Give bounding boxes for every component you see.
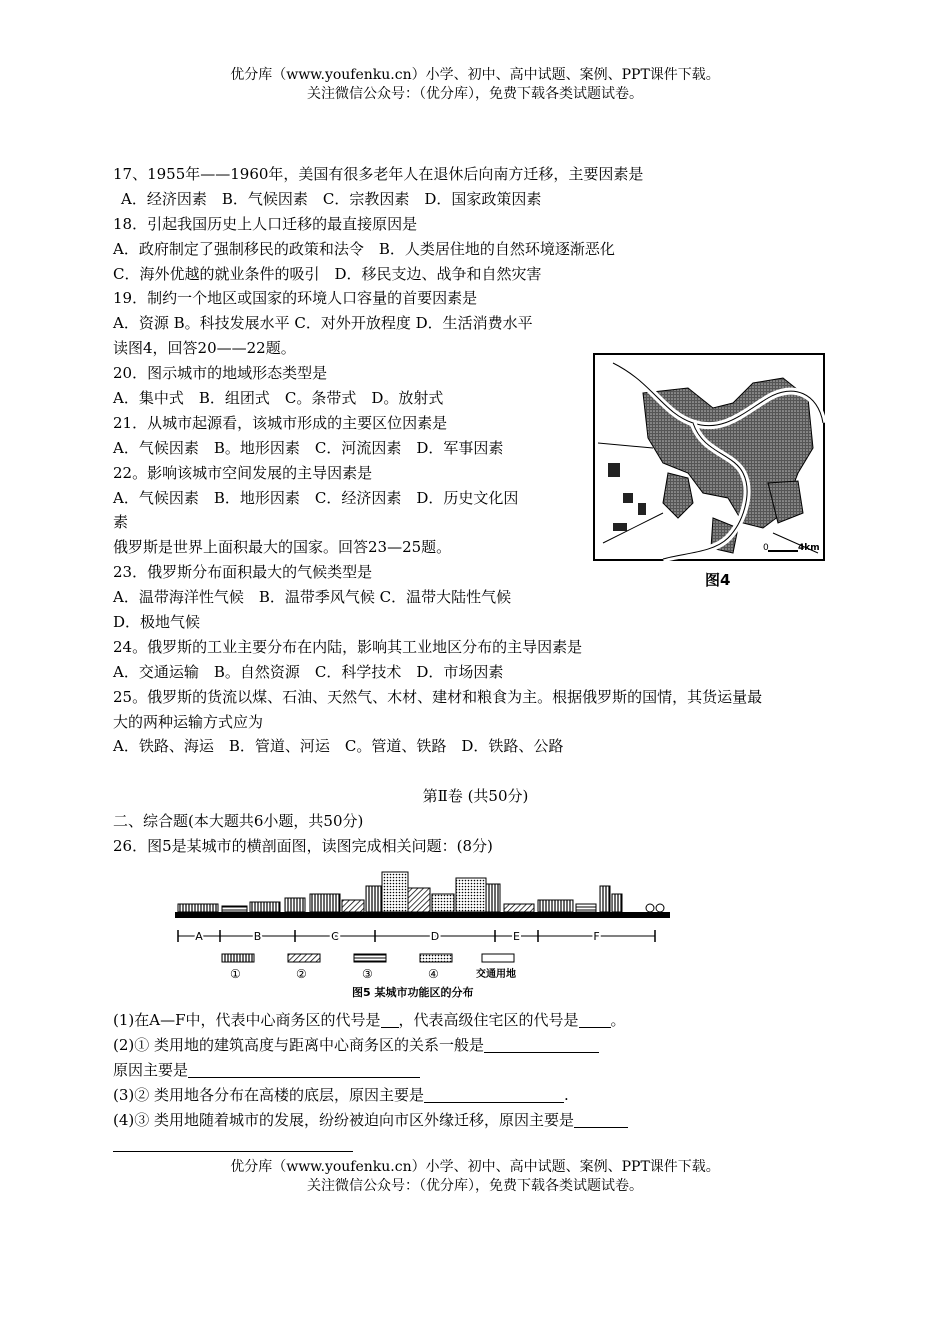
q23-options-1: A．温带海洋性气候 B．温带季风气候 C．温带大陆性气候 bbox=[113, 588, 512, 607]
q21-stem: 21．从城市起源看，该城市形成的主要区位因素是 bbox=[113, 413, 448, 432]
q24-stem: 24。俄罗斯的工业主要分布在内陆，影响其工业地区分布的主导因素是 bbox=[113, 637, 583, 656]
q26-sub2-reason bbox=[113, 1058, 838, 1083]
q22-options-1: A．气候因素 B．地形因素 C．经济因素 D．历史文化因 bbox=[113, 488, 519, 507]
q26-sub3 bbox=[113, 1083, 838, 1108]
q26-blank-reason-4[interactable] bbox=[574, 1111, 628, 1128]
q26-sub4-text: (4)③ 类用地随着城市的发展，纷纷被迫向市区外缘迁移，原因主要是 bbox=[113, 1110, 575, 1129]
q20-stem: 20．图示城市的地域形态类型是 bbox=[113, 364, 328, 383]
legend-label-2: ② bbox=[296, 967, 307, 981]
q26-blank-height-relation[interactable] bbox=[484, 1036, 599, 1053]
q25-stem-2: 大的两种运输方式应为 bbox=[113, 712, 264, 731]
q26-blank-reason-2[interactable] bbox=[188, 1061, 420, 1078]
part2-section: 二、综合题(本大题共6小题，共50分) bbox=[113, 812, 364, 831]
q26-sub4 bbox=[113, 1108, 838, 1133]
header-line-1: 优分库（www.youfenku.cn）小学、初中、高中试题、案例、PPT课件下载。 bbox=[230, 67, 720, 83]
map-block bbox=[623, 493, 633, 503]
fig5-legend bbox=[222, 954, 516, 981]
q26-sub2 bbox=[113, 1033, 838, 1058]
fig5-zone-label-e: E bbox=[513, 930, 520, 943]
map-scale-km: 4km bbox=[798, 543, 820, 553]
legend-label-transport: 交通用地 bbox=[476, 969, 516, 980]
q26-blank-residential[interactable] bbox=[579, 1011, 611, 1028]
q18-stem: 18．引起我国历史上人口迁移的最直接原因是 bbox=[113, 214, 418, 233]
fig5-zone-label-d: D bbox=[430, 930, 440, 943]
q26-sub3-end: . bbox=[564, 1085, 569, 1104]
q21-options: A．气候因素 B。地形因素 C．河流因素 D．军事因素 bbox=[113, 438, 504, 457]
legend-swatch-1 bbox=[222, 954, 254, 962]
map-block bbox=[608, 463, 620, 477]
russia-intro: 俄罗斯是世界上面积最大的国家。回答23—25题。 bbox=[113, 538, 452, 557]
q26-blank-reason-3[interactable] bbox=[424, 1086, 564, 1103]
page-footer bbox=[0, 1158, 950, 1196]
footnote-rule bbox=[113, 1151, 353, 1152]
map-scale-zero: 0 bbox=[763, 543, 769, 553]
q19-options: A．资源 B。科技发展水平 C．对外开放程度 D．生活消费水平 bbox=[113, 314, 533, 333]
q26-sub1-text-b: ，代表高级住宅区的代号是 bbox=[398, 1010, 579, 1029]
q18-options-1: A．政府制定了强制移民的政策和法令 B．人类居住地的自然环境逐渐恶化 bbox=[113, 239, 615, 258]
q17-options: A．经济因素 B．气候因素 C．宗教因素 D．国家政策因素 bbox=[121, 189, 542, 208]
fig5-zone-label-a: A bbox=[195, 930, 203, 943]
figure-4-caption: 图4 bbox=[705, 571, 731, 589]
q24-options: A．交通运输 B。自然资源 C．科学技术 D．市场因素 bbox=[113, 662, 504, 681]
figure-4-city-map bbox=[593, 353, 825, 591]
q26-stem: 26．图5是某城市的横剖面图，读图完成相关问题：(8分) bbox=[113, 837, 493, 856]
legend-swatch-transport bbox=[482, 954, 514, 962]
fig5-ground bbox=[175, 912, 670, 918]
legend-label-3: ③ bbox=[362, 967, 373, 981]
fig5-zone-label-f: F bbox=[593, 930, 600, 943]
q26-sub2-text: (2)① 类用地的建筑高度与距离中心商务区的关系一般是 bbox=[113, 1035, 485, 1054]
q19-stem: 19．制约一个地区或国家的环境人口容量的首要因素是 bbox=[113, 289, 478, 308]
q17-stem: 17、1955年——1960年，美国有很多老年人在退休后向南方迁移，主要因素是 bbox=[113, 165, 644, 183]
map-block bbox=[638, 503, 646, 515]
map-block bbox=[613, 523, 627, 531]
footer-line-2: 关注微信公众号：（优分库），免费下载各类试题试卷。 bbox=[307, 1178, 643, 1194]
q25-stem-1: 25。俄罗斯的货流以煤、石油、天然气、木材、建材和粮食为主。根据俄罗斯的国情，其货运量最 bbox=[113, 687, 763, 706]
legend-swatch-4 bbox=[420, 954, 452, 962]
q20-options: A．集中式 B．组团式 C。条带式 D。放射式 bbox=[113, 389, 444, 408]
q26-blank-cbd[interactable] bbox=[381, 1011, 399, 1028]
part2-title: 第Ⅱ卷 (共50分) bbox=[422, 787, 529, 806]
q26-sub1-text-a: (1)在A—F中，代表中心商务区的代号是 bbox=[113, 1010, 381, 1029]
legend-swatch-3 bbox=[354, 954, 386, 962]
header-line-2: 关注微信公众号：（优分库），免费下载各类试题试卷。 bbox=[307, 86, 643, 102]
q22-options-2: 素 bbox=[113, 513, 129, 532]
read-fig4-instruction: 读图4，回答20——22题。 bbox=[113, 339, 296, 358]
legend-label-4: ④ bbox=[428, 967, 439, 981]
q23-options-2: D．极地气候 bbox=[113, 613, 201, 632]
legend-label-1: ① bbox=[230, 967, 241, 981]
q26-sub1-end: 。 bbox=[610, 1010, 626, 1029]
q22-stem: 22。影响该城市空间发展的主导因素是 bbox=[113, 463, 373, 482]
q26-sub2-reason-text: 原因主要是 bbox=[113, 1060, 189, 1079]
q25-options: A．铁路、海运 B．管道、河运 C。管道、铁路 D．铁路、公路 bbox=[113, 737, 564, 756]
legend-swatch-2 bbox=[288, 954, 320, 962]
q26-sub3-text: (3)② 类用地各分布在高楼的底层，原因主要是 bbox=[113, 1085, 425, 1104]
figure-5-cross-section bbox=[170, 864, 675, 1004]
fig5-buildings bbox=[178, 872, 664, 912]
figure-5-caption: 图5 某城市功能区的分布 bbox=[352, 986, 474, 999]
footer-line-1: 优分库（www.youfenku.cn）小学、初中、高中试题、案例、PPT课件下载。 bbox=[230, 1159, 720, 1175]
q26-sub1 bbox=[113, 1008, 838, 1033]
fig5-zone-label-c: C bbox=[331, 930, 339, 943]
fig5-zone-label-b: B bbox=[253, 930, 262, 943]
q23-stem: 23．俄罗斯分布面积最大的气候类型是 bbox=[113, 563, 373, 582]
q18-options-2: C．海外优越的就业条件的吸引 D．移民支边、战争和自然灾害 bbox=[113, 264, 542, 283]
page-header bbox=[0, 66, 950, 104]
